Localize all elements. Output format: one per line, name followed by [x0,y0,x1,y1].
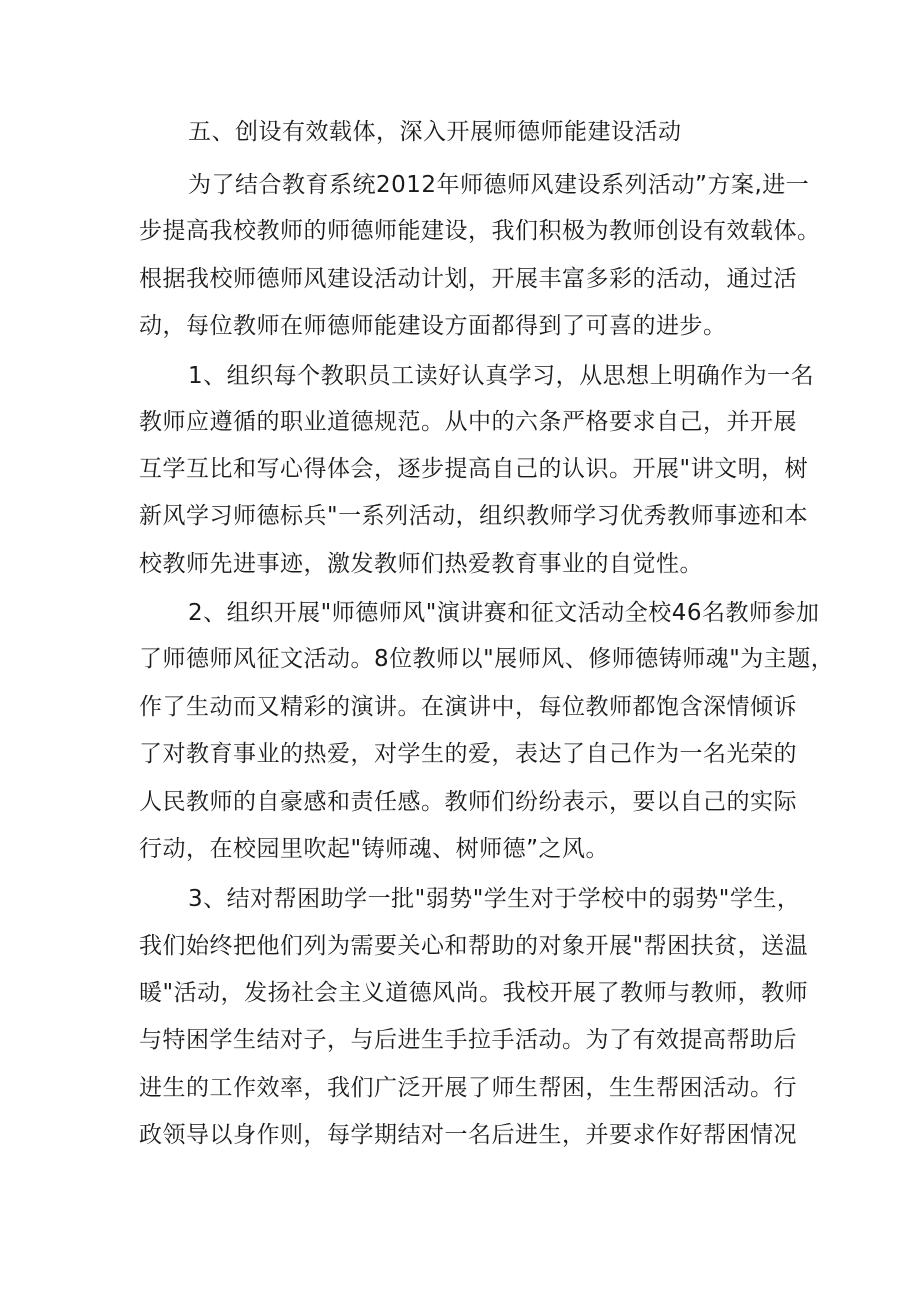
paragraph-line: 暖"活动，发扬社会主义道德风尚。我校开展了教师与教师，教师 [139,980,809,1006]
section-heading: 五、创设有效载体，深入开展师德师能建设活动 [188,119,682,145]
paragraph-line: 互学互比和写心得体会，逐步提高自己的认识。开展"讲文明，树 [139,456,809,482]
paragraph-line: 政领导以身作则，每学期结对一名后进生，并要求作好帮困情况 [139,1122,797,1148]
paragraph-line: 步提高我校教师的师德师能建设，我们积极为教师创设有效载体。 [139,218,821,244]
paragraph-line: 行动，在校园里吹起"铸师魂、树师德”之风。 [139,836,609,862]
paragraph-line: 作了生动而又精彩的演讲。在演讲中，每位教师都饱含深情倾诉 [139,694,797,720]
paragraph-line: 2、组织开展"师德师风"演讲赛和征文活动全校46名教师参加 [188,600,820,626]
paragraph-line: 教师应遵循的职业道德规范。从中的六条严格要求自己，并开展 [139,409,797,435]
paragraph-line: 校教师先进事迹，激发教师们热爱教育事业的自觉性。 [139,551,703,577]
paragraph-line: 为了结合教育系统2012年师德师风建设系列活动”方案,进一 [188,172,810,198]
paragraph-line: 1、组织每个教职员工读好认真学习，从思想上明确作为一名 [188,363,815,389]
paragraph-line: 了对教育事业的热爱，对学生的爱，表达了自己作为一名光荣的 [139,741,797,767]
paragraph-line: 新风学习师德标兵"一系列活动，组织教师学习优秀教师事迹和本 [139,503,809,529]
paragraph-line: 与特困学生结对子，与后进生手拉手活动。为了有效提高帮助后 [139,1027,797,1053]
paragraph-line: 人民教师的自豪感和责任感。教师们纷纷表示，要以自己的实际 [139,789,797,815]
paragraph-line: 我们始终把他们列为需要关心和帮助的对象开展"帮困扶贫，送温 [139,933,809,959]
paragraph-line: 3、结对帮困助学一批"弱势"学生对于学校中的弱势"学生， [188,886,801,912]
paragraph-line: 动，每位教师在师德师能建设方面都得到了可喜的进步。 [139,313,727,339]
paragraph-line: 了师德师风征文活动。8位教师以"展师风、修师德铸师魂"为主题， [139,646,835,672]
paragraph-line: 根据我校师德师风建设活动计划，开展丰富多彩的活动，通过活 [139,266,797,292]
paragraph-line: 进生的工作效率，我们广泛开展了师生帮困，生生帮困活动。行 [139,1075,797,1101]
